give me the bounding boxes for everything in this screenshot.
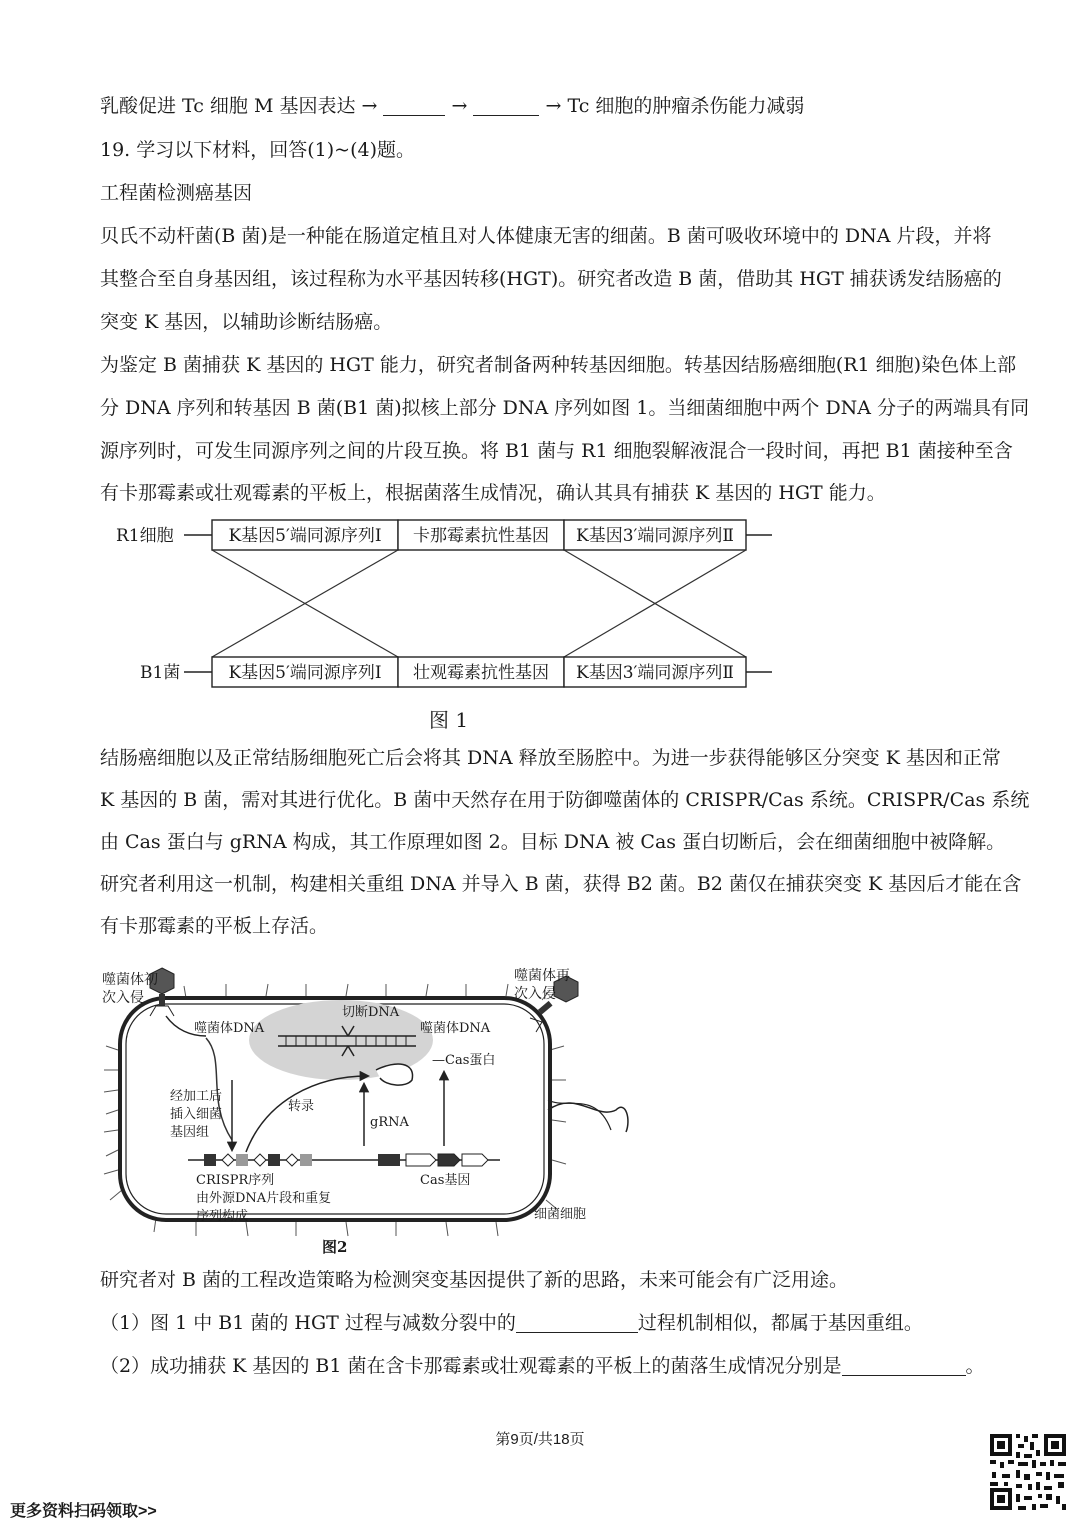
- answer-blank[interactable]: [842, 1357, 966, 1376]
- question-heading: 19. 学习以下材料，回答(1)~(4)题。: [100, 139, 416, 161]
- figure-2: [96, 960, 636, 1260]
- more-resources-link[interactable]: 更多资料扫码领取>>: [10, 1503, 157, 1520]
- paragraph-line: K 基因的 B 菌，需对其进行优化。B 菌中天然存在用于防御噬菌体的 CRISPR/Cas 系统。CRISPR/Cas 系统: [100, 789, 1030, 811]
- paragraph-line: 分 DNA 序列和转基因 B 菌(B1 菌)拟核上部分 DNA 序列如图 1。当细菌细胞中两个 DNA 分子的两端具有同: [100, 397, 1030, 419]
- phage-dna-right-label: 噬菌体DNA: [420, 1021, 491, 1036]
- answer-blank[interactable]: [516, 1314, 638, 1333]
- phage-again-label: 次入侵: [514, 986, 556, 1002]
- processed-label: 基因组: [170, 1125, 210, 1140]
- figure-1: [108, 512, 788, 712]
- article-title: 工程菌检测癌基因: [100, 182, 253, 204]
- cas-gene-label: Cas基因: [420, 1173, 471, 1188]
- bottom-segment: K基因5′端同源序列Ⅰ: [228, 663, 382, 683]
- question-2: （2）成功捕获 K 基因的 B1 菌在含卡那霉素或壮观霉素的平板上的菌落生成情况分别是 。: [100, 1355, 985, 1377]
- flagellum: [548, 1103, 628, 1132]
- processed-label: 插入细菌: [170, 1107, 223, 1122]
- top-segment: K基因3′端同源序列Ⅱ: [576, 526, 734, 546]
- top-line: [100, 94, 982, 118]
- transcription-label: 转录: [288, 1099, 315, 1114]
- bacterial-cell-label: 细菌细胞: [534, 1207, 587, 1222]
- bottom-segment: K基因3′端同源序列Ⅱ: [576, 663, 734, 683]
- cas-protein-label: —Cas蛋白: [432, 1053, 496, 1068]
- grna-label: gRNA: [370, 1115, 409, 1130]
- top-segment: 卡那霉素抗性基因: [413, 526, 549, 546]
- top-line-tail: → Tc 细胞的肿瘤杀伤能力减弱: [545, 95, 805, 117]
- phage-dna-left-label: 噬菌体DNA: [194, 1021, 265, 1036]
- paragraph-line: 研究者利用这一机制，构建相关重组 DNA 并导入 B 菌，获得 B2 菌。B2 菌仅在捕获突变 K 基因后才能在含: [100, 873, 1022, 895]
- crispr-label: 序列构成: [196, 1209, 249, 1224]
- top-segment: K基因5′端同源序列Ⅰ: [228, 526, 382, 546]
- paragraph-line: 研究者对 B 菌的工程改造策略为检测突变基因提供了新的思路，未来可能会有广泛用途。: [100, 1269, 849, 1291]
- paragraph-line: 其整合至自身基因组，该过程称为水平基因转移(HGT)。研究者改造 B 菌，借助其 HGT 捕获诱发结肠癌的: [100, 268, 1002, 290]
- answer-blank[interactable]: [383, 97, 445, 116]
- paragraph-line: 有卡那霉素或壮观霉素的平板上，根据菌落生成情况，确认其具有捕获 K 基因的 HGT 能力。: [100, 482, 886, 504]
- processed-label: 经加工后: [170, 1089, 223, 1104]
- figure-2-caption: 图2: [322, 1238, 348, 1256]
- phage-again-label: 噬菌体再: [514, 968, 570, 984]
- arrow: →: [451, 95, 468, 117]
- top-line-text: 乳酸促进 Tc 细胞 M 基因表达 →: [100, 95, 378, 117]
- b1-label: B1菌: [140, 663, 181, 683]
- question-1: （1）图 1 中 B1 菌的 HGT 过程与减数分裂中的 过程机制相似，都属于基因重组。: [100, 1312, 923, 1334]
- paragraph-line: 贝氏不动杆菌(B 菌)是一种能在肠道定植且对人体健康无害的细菌。B 菌可吸收环境中的 DNA 片段，并将: [100, 225, 992, 247]
- paragraph-line: 结肠癌细胞以及正常结肠细胞死亡后会将其 DNA 释放至肠腔中。为进一步获得能够区分突变 K 基因和正常: [100, 747, 1001, 769]
- bottom-segment: 壮观霉素抗性基因: [413, 663, 549, 683]
- answer-blank[interactable]: [473, 97, 539, 116]
- qr-code-icon[interactable]: [988, 1432, 1068, 1512]
- page-number: 第9页/共18页: [495, 1431, 585, 1448]
- r1-cell-label: R1细胞: [116, 526, 174, 546]
- paragraph-line: 由 Cas 蛋白与 gRNA 构成，其工作原理如图 2。目标 DNA 被 Cas 蛋白切断后，会在细菌细胞中被降解。: [100, 831, 1006, 853]
- paragraph-line: 有卡那霉素的平板上存活。: [100, 915, 329, 937]
- phage-first-label: 噬菌体初: [102, 972, 158, 988]
- cut-dna-label: 切断DNA: [342, 1005, 400, 1020]
- paragraph-line: 为鉴定 B 菌捕获 K 基因的 HGT 能力，研究者制备两种转基因细胞。转基因结肠癌细胞(R1 细胞)染色体上部: [100, 354, 1017, 376]
- crispr-label: CRISPR序列: [196, 1173, 275, 1188]
- paragraph-line: 突变 K 基因，以辅助诊断结肠癌。: [100, 311, 393, 333]
- phage-first-label: 次入侵: [102, 990, 144, 1006]
- figure-1-caption: 图 1: [429, 708, 469, 732]
- paragraph-line: 源序列时，可发生同源序列之间的片段互换。将 B1 菌与 R1 细胞裂解液混合一段时间，再把 B1 菌接种至含: [100, 440, 1013, 462]
- crispr-label: 由外源DNA片段和重复: [196, 1191, 332, 1206]
